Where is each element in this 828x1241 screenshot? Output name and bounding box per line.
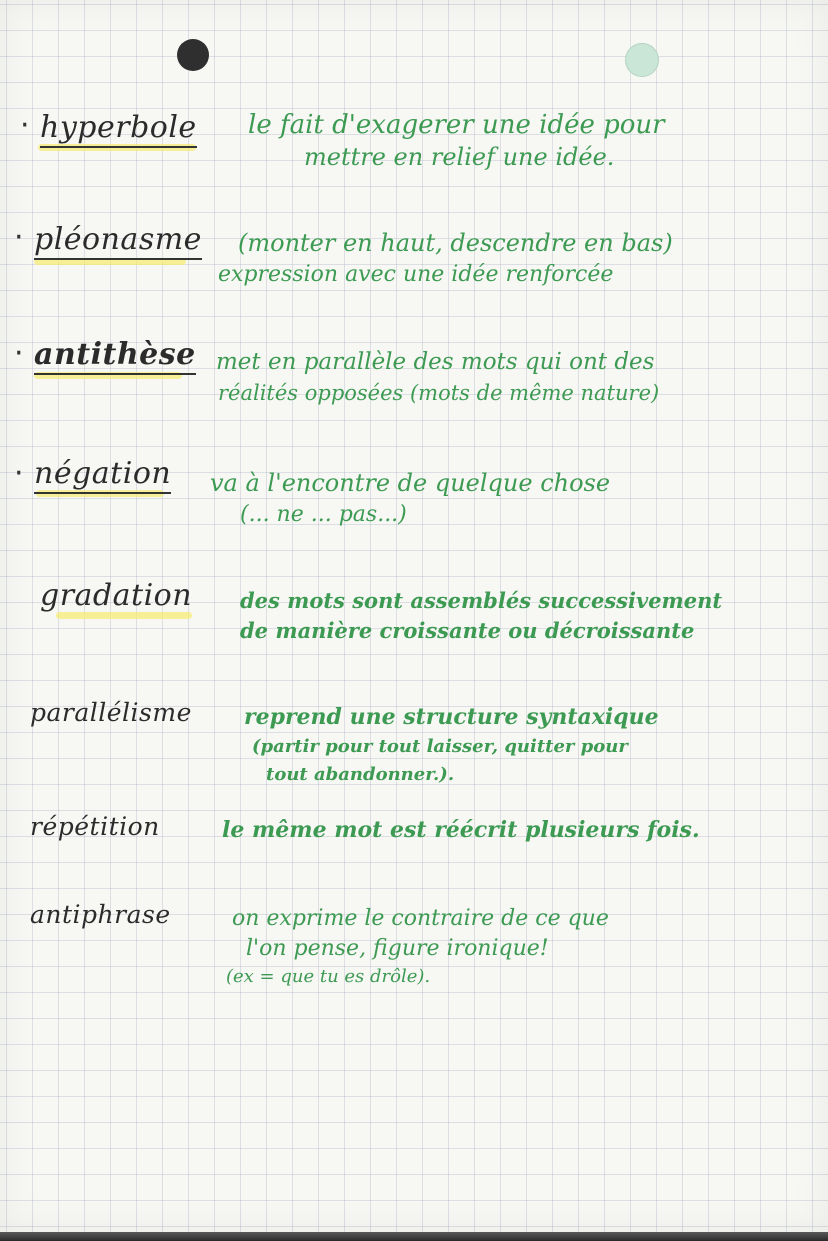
term-pleonasme: pléonasme (34, 222, 202, 260)
definition-line: le même mot est réécrit plusieurs fois. (222, 817, 700, 843)
punch-hole-left (177, 39, 209, 71)
definition-line: mettre en relief une idée. (304, 143, 615, 171)
term-gradation: gradation (40, 578, 193, 613)
punch-hole-right (625, 43, 659, 77)
definition-line: va à l'encontre de quelque chose (210, 469, 611, 497)
term-parallelisme: parallélisme (30, 698, 192, 727)
definition-line: expression avec une idée renforcée (218, 262, 614, 287)
term-antithese: antithèse (34, 337, 196, 375)
term-repetition: répétition (30, 812, 160, 841)
definition-line: tout abandonner.). (266, 764, 455, 785)
term-hyperbole: hyperbole (40, 110, 197, 148)
highlight-mark (56, 612, 192, 619)
bullet-mark: · (20, 108, 30, 143)
definition-line: met en parallèle des mots qui ont des (216, 349, 655, 375)
definition-line: (monter en haut, descendre en bas) (238, 229, 673, 257)
definition-line: le fait d'exagerer une idée pour (248, 110, 665, 140)
bullet-mark: · (14, 456, 24, 491)
definition-line: l'on pense, figure ironique! (246, 936, 549, 961)
definition-line: (ex = que tu es drôle). (226, 966, 431, 987)
table-surface (0, 1232, 828, 1241)
definition-line: reprend une structure syntaxique (244, 704, 659, 730)
term-antiphrase: antiphrase (30, 900, 171, 929)
definition-line: (partir pour tout laisser, quitter pour (252, 736, 628, 757)
term-negation: négation (34, 456, 171, 494)
definition-line: réalités opposées (mots de même nature) (218, 381, 660, 405)
definition-line: de manière croissante ou décroissante (240, 618, 695, 643)
bullet-mark: · (14, 336, 24, 371)
definition-line: (... ne ... pas...) (240, 502, 407, 527)
definition-line: des mots sont assemblés successivement (240, 588, 723, 613)
definition-line: on exprime le contraire de ce que (232, 906, 609, 931)
bullet-mark: · (14, 220, 24, 255)
